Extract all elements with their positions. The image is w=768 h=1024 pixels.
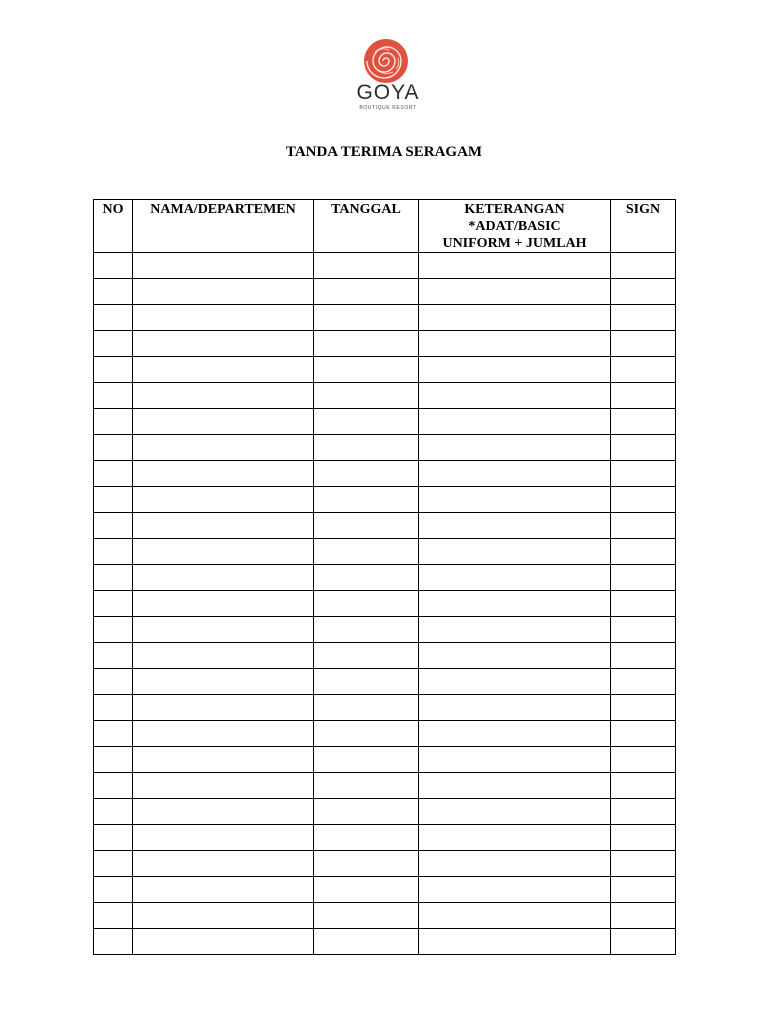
table-row [94,279,676,305]
keterangan-cell[interactable] [419,643,611,669]
table-row [94,877,676,903]
keterangan-cell[interactable] [419,539,611,565]
table-row [94,669,676,695]
table-row [94,825,676,851]
header-keterangan-line-3: UNIFORM + JUMLAH [442,236,587,251]
sign-cell[interactable] [611,643,676,669]
nama-departemen-cell[interactable] [133,747,314,773]
table-row [94,773,676,799]
keterangan-cell[interactable] [419,721,611,747]
table-row [94,747,676,773]
spiral-rose-icon [363,38,409,84]
sign-cell[interactable] [611,799,676,825]
nama-departemen-cell[interactable] [133,903,314,929]
sign-cell[interactable] [611,721,676,747]
tanggal-cell[interactable] [314,799,419,825]
keterangan-cell[interactable] [419,929,611,955]
no-cell[interactable] [94,747,133,773]
table-row [94,331,676,357]
tanggal-cell[interactable] [314,435,419,461]
no-cell[interactable] [94,279,133,305]
tanggal-cell[interactable] [314,513,419,539]
tanggal-cell[interactable] [314,721,419,747]
sign-cell[interactable] [611,591,676,617]
sign-cell[interactable] [611,513,676,539]
table-row [94,461,676,487]
nama-departemen-cell[interactable] [133,357,314,383]
no-cell[interactable] [94,799,133,825]
sign-cell[interactable] [611,383,676,409]
tanggal-cell[interactable] [314,565,419,591]
keterangan-cell[interactable] [419,565,611,591]
nama-departemen-cell[interactable] [133,877,314,903]
no-cell[interactable] [94,487,133,513]
no-cell[interactable] [94,513,133,539]
sign-cell[interactable] [611,773,676,799]
keterangan-cell[interactable] [419,305,611,331]
sign-cell[interactable] [611,617,676,643]
no-cell[interactable] [94,357,133,383]
keterangan-cell[interactable] [419,695,611,721]
table-row [94,487,676,513]
keterangan-cell[interactable] [419,617,611,643]
nama-departemen-cell[interactable] [133,253,314,279]
no-cell[interactable] [94,877,133,903]
nama-departemen-cell[interactable] [133,617,314,643]
nama-departemen-cell[interactable] [133,695,314,721]
no-cell[interactable] [94,643,133,669]
table-row [94,305,676,331]
nama-departemen-cell[interactable] [133,279,314,305]
tanggal-cell[interactable] [314,279,419,305]
keterangan-cell[interactable] [419,851,611,877]
no-cell[interactable] [94,617,133,643]
table-row [94,409,676,435]
tanggal-cell[interactable] [314,695,419,721]
no-cell[interactable] [94,721,133,747]
nama-departemen-cell[interactable] [133,565,314,591]
header-keterangan [419,200,611,253]
sign-cell[interactable] [611,565,676,591]
uniform-receipt-table [93,199,676,955]
sign-cell[interactable] [611,929,676,955]
tanggal-cell[interactable] [314,383,419,409]
table-row [94,695,676,721]
no-cell[interactable] [94,669,133,695]
tanggal-cell[interactable] [314,409,419,435]
nama-departemen-cell[interactable] [133,851,314,877]
tanggal-cell[interactable] [314,825,419,851]
keterangan-cell[interactable] [419,461,611,487]
tanggal-cell[interactable] [314,617,419,643]
keterangan-cell[interactable] [419,253,611,279]
nama-departemen-cell[interactable] [133,929,314,955]
no-cell[interactable] [94,565,133,591]
tanggal-cell[interactable] [314,331,419,357]
nama-departemen-cell[interactable] [133,773,314,799]
table-row [94,799,676,825]
table-row [94,565,676,591]
table-row [94,383,676,409]
nama-departemen-cell[interactable] [133,513,314,539]
table-row [94,253,676,279]
keterangan-cell[interactable] [419,357,611,383]
no-cell[interactable] [94,825,133,851]
keterangan-cell[interactable] [419,331,611,357]
no-cell[interactable] [94,591,133,617]
header-keterangan-line-1: KETERANGAN [464,202,565,217]
nama-departemen-cell[interactable] [133,825,314,851]
sign-cell[interactable] [611,747,676,773]
no-cell[interactable] [94,851,133,877]
keterangan-cell[interactable] [419,799,611,825]
keterangan-cell[interactable] [419,877,611,903]
nama-departemen-cell[interactable] [133,643,314,669]
tanggal-cell[interactable] [314,591,419,617]
goya-logo [344,38,432,114]
nama-departemen-cell[interactable] [133,799,314,825]
tanggal-cell[interactable] [314,253,419,279]
tanggal-cell[interactable] [314,851,419,877]
tanggal-cell[interactable] [314,539,419,565]
nama-departemen-cell[interactable] [133,383,314,409]
header-tanggal: TANGGAL [314,200,419,253]
header-sign: SIGN [611,200,676,253]
table-row [94,851,676,877]
nama-departemen-cell[interactable] [133,331,314,357]
header-keterangan-line-2: *ADAT/BASIC [468,219,561,234]
sign-cell[interactable] [611,409,676,435]
sign-cell[interactable] [611,695,676,721]
sign-cell[interactable] [611,851,676,877]
table-row [94,591,676,617]
sign-cell[interactable] [611,669,676,695]
table-row [94,929,676,955]
sign-cell[interactable] [611,877,676,903]
tanggal-cell[interactable] [314,773,419,799]
table-body [94,253,676,955]
no-cell[interactable] [94,253,133,279]
table-row [94,617,676,643]
keterangan-cell[interactable] [419,487,611,513]
keterangan-cell[interactable] [419,513,611,539]
tanggal-cell[interactable] [314,487,419,513]
keterangan-cell[interactable] [419,669,611,695]
document-title: TANDA TERIMA SERAGAM [285,144,483,160]
sign-cell[interactable] [611,331,676,357]
nama-departemen-cell[interactable] [133,721,314,747]
logo-subtitle: BOUTIQUE RESORT [359,105,417,111]
no-cell[interactable] [94,383,133,409]
no-cell[interactable] [94,773,133,799]
nama-departemen-cell[interactable] [133,669,314,695]
tanggal-cell[interactable] [314,669,419,695]
sign-cell[interactable] [611,487,676,513]
keterangan-cell[interactable] [419,747,611,773]
sign-cell[interactable] [611,357,676,383]
tanggal-cell[interactable] [314,903,419,929]
nama-departemen-cell[interactable] [133,461,314,487]
no-cell[interactable] [94,929,133,955]
sign-cell[interactable] [611,253,676,279]
table-row [94,643,676,669]
tanggal-cell[interactable] [314,929,419,955]
table-row [94,903,676,929]
keterangan-cell[interactable] [419,825,611,851]
no-cell[interactable] [94,903,133,929]
nama-departemen-cell[interactable] [133,539,314,565]
logo-wordmark: GOYA [356,81,420,104]
no-cell[interactable] [94,435,133,461]
sign-cell[interactable] [611,825,676,851]
keterangan-cell[interactable] [419,773,611,799]
sign-cell[interactable] [611,279,676,305]
table-row [94,435,676,461]
table-row [94,721,676,747]
no-cell[interactable] [94,305,133,331]
sign-cell[interactable] [611,305,676,331]
table-row [94,357,676,383]
header-row [94,200,676,253]
nama-departemen-cell[interactable] [133,305,314,331]
tanggal-cell[interactable] [314,461,419,487]
sign-cell[interactable] [611,461,676,487]
keterangan-cell[interactable] [419,903,611,929]
sign-cell[interactable] [611,539,676,565]
table-row [94,539,676,565]
tanggal-cell[interactable] [314,747,419,773]
nama-departemen-cell[interactable] [133,409,314,435]
nama-departemen-cell[interactable] [133,487,314,513]
sign-cell[interactable] [611,903,676,929]
keterangan-cell[interactable] [419,383,611,409]
tanggal-cell[interactable] [314,877,419,903]
keterangan-cell[interactable] [419,591,611,617]
sign-cell[interactable] [611,435,676,461]
no-cell[interactable] [94,695,133,721]
no-cell[interactable] [94,409,133,435]
no-cell[interactable] [94,461,133,487]
nama-departemen-cell[interactable] [133,435,314,461]
header-nama-departemen: NAMA/DEPARTEMEN [133,200,314,253]
no-cell[interactable] [94,331,133,357]
keterangan-cell[interactable] [419,279,611,305]
keterangan-cell[interactable] [419,435,611,461]
keterangan-cell[interactable] [419,409,611,435]
tanggal-cell[interactable] [314,357,419,383]
tanggal-cell[interactable] [314,305,419,331]
tanggal-cell[interactable] [314,643,419,669]
nama-departemen-cell[interactable] [133,591,314,617]
table-row [94,513,676,539]
header-no: NO [94,200,133,253]
no-cell[interactable] [94,539,133,565]
